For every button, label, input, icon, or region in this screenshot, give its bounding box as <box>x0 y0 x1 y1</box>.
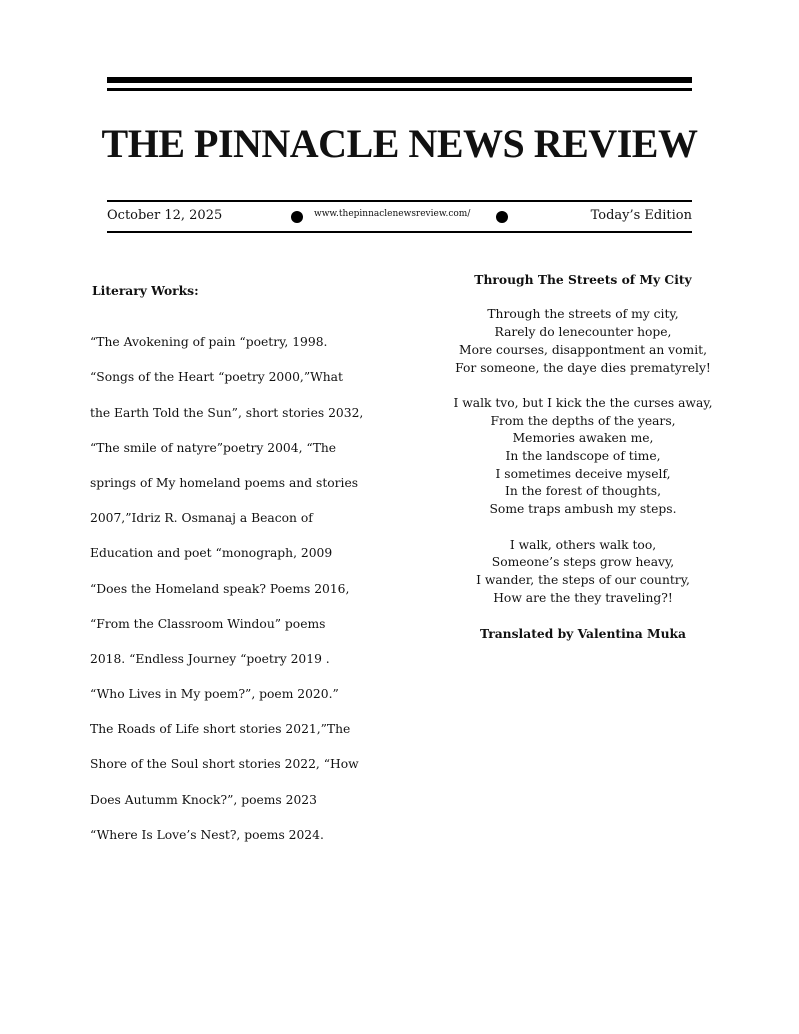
poem-line: I walk, others walk too, <box>509 537 657 552</box>
bullet-dot-icon <box>496 211 508 223</box>
literary-line: 2007,”Idriz R. Osmanaj a Beacon of <box>90 511 313 526</box>
literary-line: “Songs of the Heart “poetry 2000,”What <box>90 370 343 385</box>
poem-stanza-1 <box>420 306 746 377</box>
poem-line: I wander, the steps of our country, <box>476 572 690 587</box>
poem-line: From the depths of the years, <box>490 413 676 428</box>
literary-works-heading: Literary Works: <box>92 283 199 298</box>
literary-line: springs of My homeland poems and stories <box>90 475 359 490</box>
poem-line: For someone, the daye dies prematyrely! <box>455 360 711 375</box>
poem-line: Through the streets of my city, <box>487 307 679 322</box>
poem-title: Through The Streets of My City <box>474 272 692 287</box>
newspaper-title: THE PINNACLE NEWS REVIEW <box>101 121 698 166</box>
translator-credit: Translated by Valentina Muka <box>479 626 686 641</box>
poem-line: In the landscope of time, <box>505 449 661 463</box>
literary-line: Shore of the Soul short stories 2022, “How <box>90 757 359 772</box>
poem-line: In the forest of thoughts, <box>504 484 661 499</box>
dateline-bottom-rule <box>107 231 692 233</box>
bullet-dot-icon <box>291 211 303 223</box>
issue-date: October 12, 2025 <box>107 208 223 223</box>
literary-line: “The Avokening of pain “poetry, 1998. <box>90 335 328 350</box>
poem-line: Someone’s steps grow heavy, <box>491 555 675 570</box>
poem-stanza-3 <box>420 537 746 608</box>
literary-line: “Does the Homeland speak? Poems 2016, <box>90 581 350 596</box>
website-url[interactable]: www.thepinnaclenewsreview.com/ <box>314 209 471 219</box>
literary-line: 2018. “Endless Journey “poetry 2019 . <box>90 651 330 666</box>
dateline-top-rule <box>107 200 692 202</box>
poem-line: How are the they traveling?! <box>493 590 673 605</box>
literary-line: The Roads of Life short stories 2021,”The <box>90 722 351 737</box>
literary-works-section <box>90 282 390 844</box>
poem-line: I sometimes deceive myself, <box>495 466 671 481</box>
literary-line: “Who Lives in My poem?”, poem 2020.” <box>90 687 339 702</box>
poem-line: More courses, disappontment an vomit, <box>459 342 707 357</box>
masthead-top-thin-rule <box>107 88 692 91</box>
literary-line: “Where Is Love’s Nest?, poems 2024. <box>90 827 324 842</box>
edition-label: Today’s Edition <box>590 208 692 223</box>
poem-line: Memories awaken me, <box>512 431 654 446</box>
poem-line: Rarely do lenecounter hope, <box>494 325 672 340</box>
poem-line: I walk tvo, but I kick the the curses away, <box>453 395 713 410</box>
poem-section <box>420 271 746 643</box>
masthead-top-thick-rule <box>107 77 692 83</box>
literary-line: “The smile of natyre”poetry 2004, “The <box>90 440 337 455</box>
literary-line: Education and poet “monograph, 2009 <box>90 546 333 561</box>
literary-line: “From the Classroom Windou” poems <box>90 616 326 631</box>
poem-line: Some traps ambush my steps. <box>489 502 677 517</box>
literary-line: Does Autumm Knock?”, poems 2023 <box>90 792 317 807</box>
poem-stanza-2 <box>420 395 746 519</box>
literary-line: the Earth Told the Sun”, short stories 2032, <box>90 405 364 420</box>
literary-works-list <box>90 317 390 845</box>
